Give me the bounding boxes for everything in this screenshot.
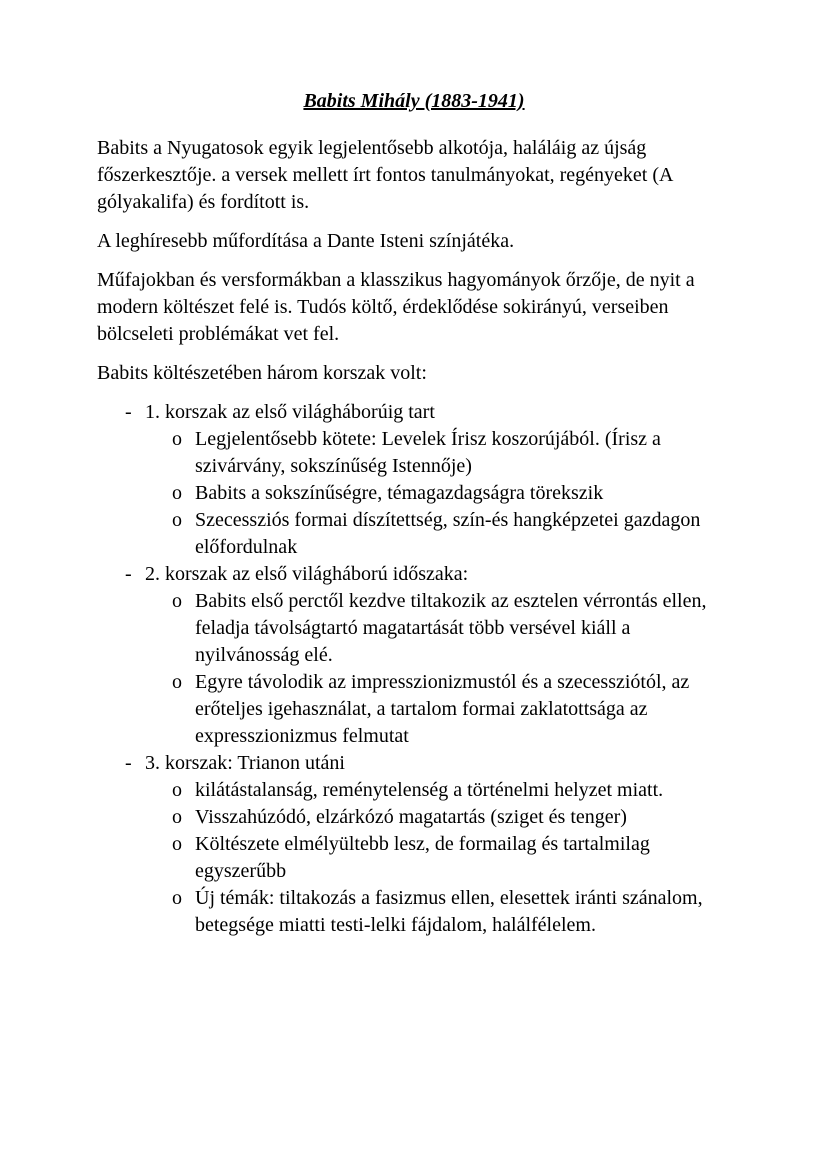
circle-bullet-marker: o <box>172 806 182 828</box>
outline-subitem-label: Egyre távolodik az impresszionizmustól és a szecessziótól, az erőteljes igehasználat, a tartalom formai zaklatottsága az expresszionizmus felmutat <box>195 671 690 747</box>
outline-item <box>125 750 731 777</box>
outline-subitem <box>172 507 731 561</box>
dash-bullet-marker: - <box>125 401 132 423</box>
circle-bullet-marker: o <box>172 779 182 801</box>
outline-item-label: 2. korszak az első világháború időszaka: <box>145 563 469 585</box>
outline-subitem <box>172 885 731 939</box>
dash-bullet-marker: - <box>125 752 132 774</box>
dash-bullet-marker: - <box>125 563 132 585</box>
circle-bullet-marker: o <box>172 833 182 855</box>
circle-bullet-marker: o <box>172 887 182 909</box>
paragraph: A leghíresebb műfordítása a Dante Isteni színjátéka. <box>97 230 515 252</box>
document-title: Babits Mihály (1883-1941) <box>303 90 525 112</box>
document-paragraphs <box>97 135 731 387</box>
outline-subitem <box>172 480 731 507</box>
outline-subitem <box>172 831 731 885</box>
circle-bullet-marker: o <box>172 509 182 531</box>
circle-bullet-marker: o <box>172 482 182 504</box>
outline-subitem-label: Legjelentősebb kötete: Levelek Írisz koszorújából. (Írisz a szivárvány, sokszínűség Istennője) <box>195 428 661 477</box>
outline-list <box>97 399 731 939</box>
outline-subitem <box>172 426 731 480</box>
circle-bullet-marker: o <box>172 671 182 693</box>
circle-bullet-marker: o <box>172 428 182 450</box>
paragraph: Babits a Nyugatosok egyik legjelentősebb alkotója, haláláig az újság főszerkesztője. a versek mellett írt fontos tanulmányokat, regényeket (A gólyakalifa) és fordított is. <box>97 137 673 213</box>
outline-item <box>125 561 731 588</box>
outline-subitem-label: Szecessziós formai díszítettség, szín-és hangképzetei gazdagon előfordulnak <box>195 509 701 558</box>
outline-item-label: 1. korszak az első világháborúig tart <box>145 401 435 423</box>
outline-subitem-label: Új témák: tiltakozás a fasizmus ellen, elesettek iránti szánalom, betegsége miatti testi-lelki fájdalom, halálfélelem. <box>195 887 703 936</box>
circle-bullet-marker: o <box>172 590 182 612</box>
outline-subitem-label: Babits a sokszínűségre, témagazdagságra törekszik <box>195 482 604 504</box>
outline-subitem <box>172 777 731 804</box>
outline-subitem <box>172 804 731 831</box>
outline-subitem <box>172 669 731 750</box>
outline-subitem-label: kilátástalanság, reménytelenség a történelmi helyzet miatt. <box>195 779 664 801</box>
outline-subitem-label: Költészete elmélyültebb lesz, de formailag és tartalmilag egyszerűbb <box>195 833 650 882</box>
outline-subitem-label: Visszahúzódó, elzárkózó magatartás (sziget és tenger) <box>195 806 627 828</box>
outline-subitem <box>172 588 731 669</box>
outline-item-label: 3. korszak: Trianon utáni <box>145 752 345 774</box>
paragraph: Műfajokban és versformákban a klasszikus hagyományok őrzője, de nyit a modern költészet felé is. Tudós költő, érdeklődése sokirányú, verseiben bölcseleti problémákat vet fel. <box>97 269 695 345</box>
outline-subitem-label: Babits első perctől kezdve tiltakozik az esztelen vérrontás ellen, feladja távolságtartó magatartását több versével kiáll a nyilvánosság elé. <box>195 590 707 666</box>
outline-item <box>125 399 731 426</box>
paragraph: Babits költészetében három korszak volt: <box>97 362 427 384</box>
